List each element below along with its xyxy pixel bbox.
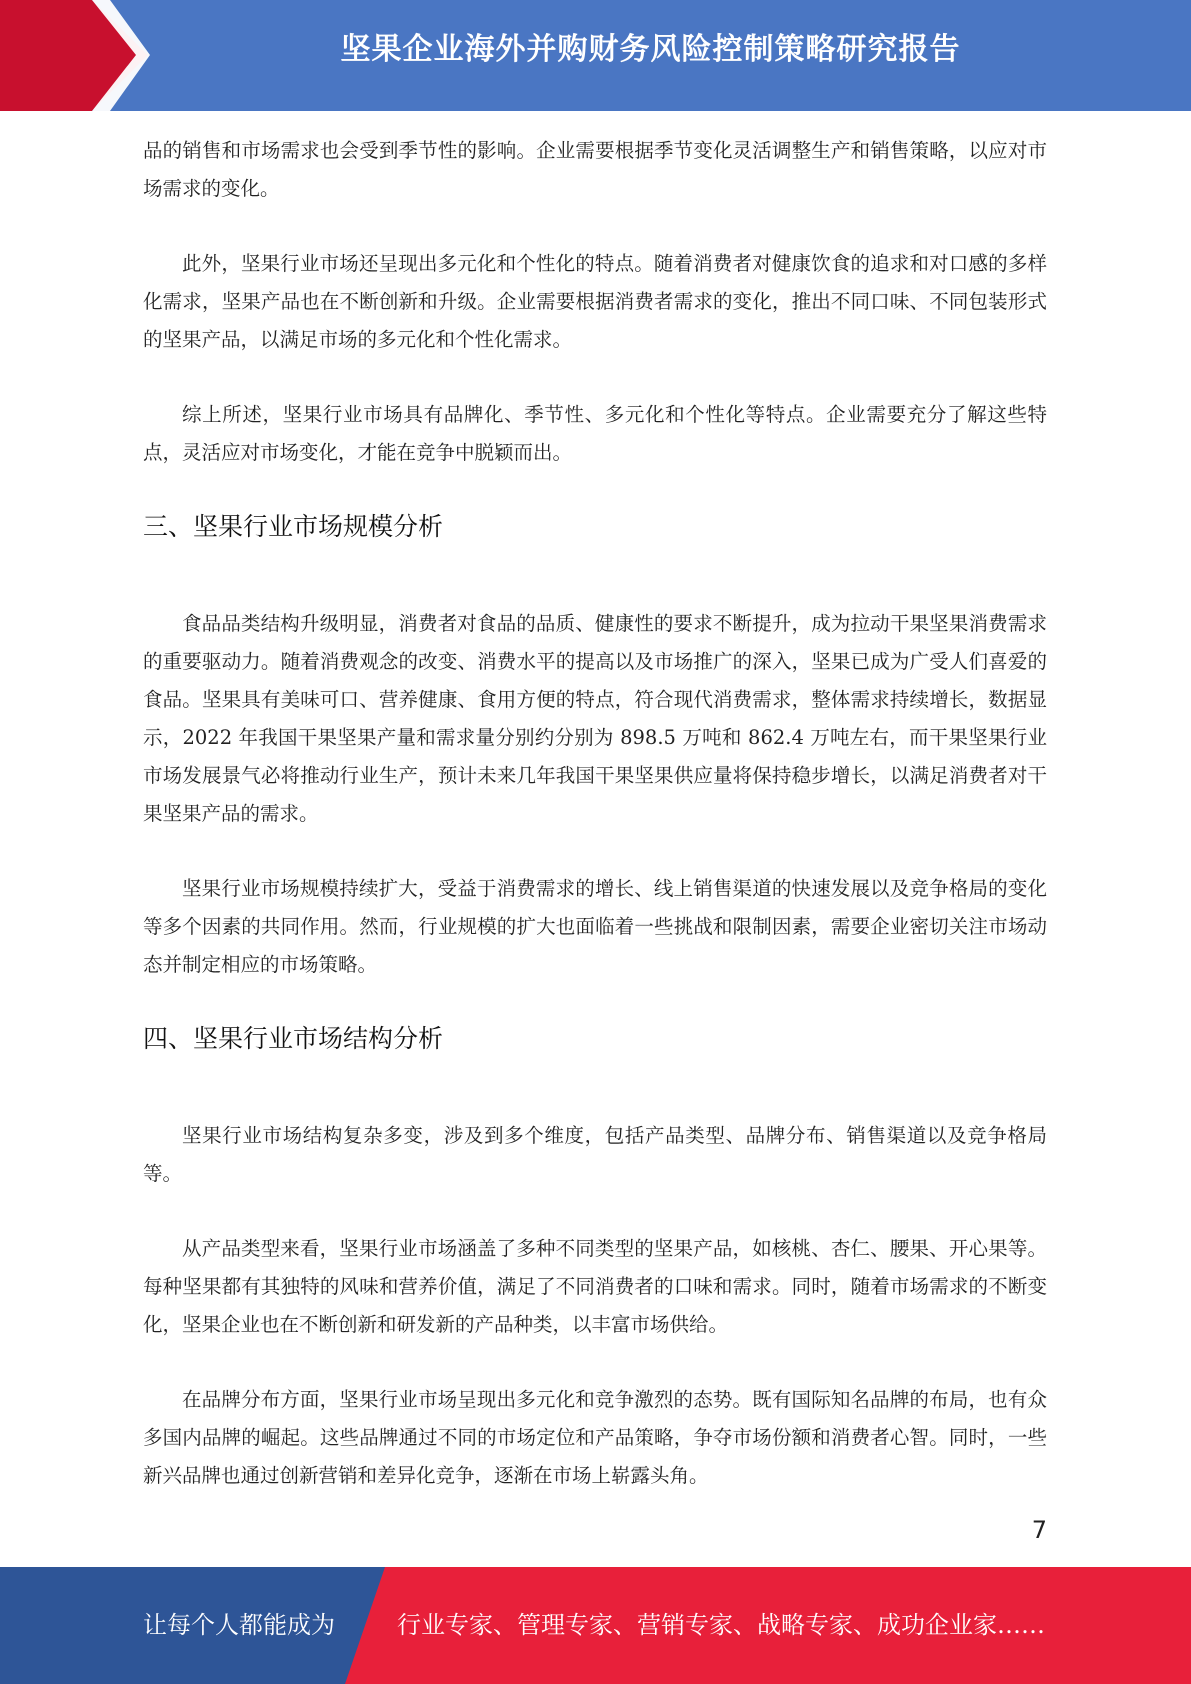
- paragraph: 坚果行业市场规模持续扩大，受益于消费需求的增长、线上销售渠道的快速发展以及竞争格局的变化等多个因素的共同作用。然而，行业规模的扩大也面临着一些挑战和限制因素，需要企业密切关注市场动态并制定相应的市场策略。: [143, 877, 1047, 976]
- page-number: 7: [1031, 1516, 1047, 1544]
- document-title: 坚果企业海外并购财务风险控制策略研究报告: [340, 32, 961, 67]
- paragraph: 坚果行业市场结构复杂多变，涉及到多个维度，包括产品类型、品牌分布、销售渠道以及竞争格局等。: [143, 1124, 1047, 1185]
- paragraph: 此外，坚果行业市场还呈现出多元化和个性化的特点。随着消费者对健康饮食的追求和对口感的多样化需求，坚果产品也在不断创新和升级。企业需要根据消费者需求的变化，推出不同口味、不同包装形式的坚果产品，以满足市场的多元化和个性化需求。: [143, 252, 1047, 351]
- page-footer: [0, 1567, 1191, 1684]
- paragraph: 综上所述，坚果行业市场具有品牌化、季节性、多元化和个性化等特点。企业需要充分了解这些特点，灵活应对市场变化，才能在竞争中脱颖而出。: [143, 403, 1047, 464]
- section-heading: 四、坚果行业市场结构分析: [143, 1024, 444, 1053]
- paragraph: 从产品类型来看，坚果行业市场涵盖了多种不同类型的坚果产品，如核桃、杏仁、腰果、开心果等。每种坚果都有其独特的风味和营养价值，满足了不同消费者的口味和需求。同时，随着市场需求的不断变化，坚果企业也在不断创新和研发新的产品种类，以丰富市场供给。: [143, 1237, 1047, 1336]
- section-heading: 三、坚果行业市场规模分析: [143, 512, 444, 541]
- header-red-chevron: [0, 0, 148, 111]
- header-chevron-decoration: [0, 0, 160, 111]
- paragraph: 在品牌分布方面，坚果行业市场呈现出多元化和竞争激烈的态势。既有国际知名品牌的布局，也有众多国内品牌的崛起。这些品牌通过不同的市场定位和产品策略，争夺市场份额和消费者心智。同时，一些新兴品牌也通过创新营销和差异化竞争，逐渐在市场上崭露头角。: [143, 1388, 1047, 1487]
- page-content: [143, 132, 1047, 1495]
- footer-slogan-left: 让每个人都能成为: [143, 1611, 335, 1639]
- footer-slogan-right: 行业专家、管理专家、营销专家、战略专家、成功企业家……: [397, 1611, 1045, 1639]
- page-header: [0, 0, 1191, 111]
- paragraph: 品的销售和市场需求也会受到季节性的影响。企业需要根据季节变化灵活调整生产和销售策略，以应对市场需求的变化。: [143, 139, 1047, 200]
- paragraph: 食品品类结构升级明显，消费者对食品的品质、健康性的要求不断提升，成为拉动干果坚果消费需求的重要驱动力。随着消费观念的改变、消费水平的提高以及市场推广的深入，坚果已成为广受人们喜爱的食品。坚果具有美味可口、营养健康、食用方便的特点，符合现代消费需求，整体需求持续增长，数据显示，2022 年我国干果坚果产量和需求量分别约分别为 898.5 万吨和 862.4 万吨左右，而干果坚果行业市场发展景气必将推动行业生产，预计未来几年我国干果坚果供应量将保持稳步增长，以满足消费者对干果坚果产品的需求。: [143, 612, 1047, 825]
